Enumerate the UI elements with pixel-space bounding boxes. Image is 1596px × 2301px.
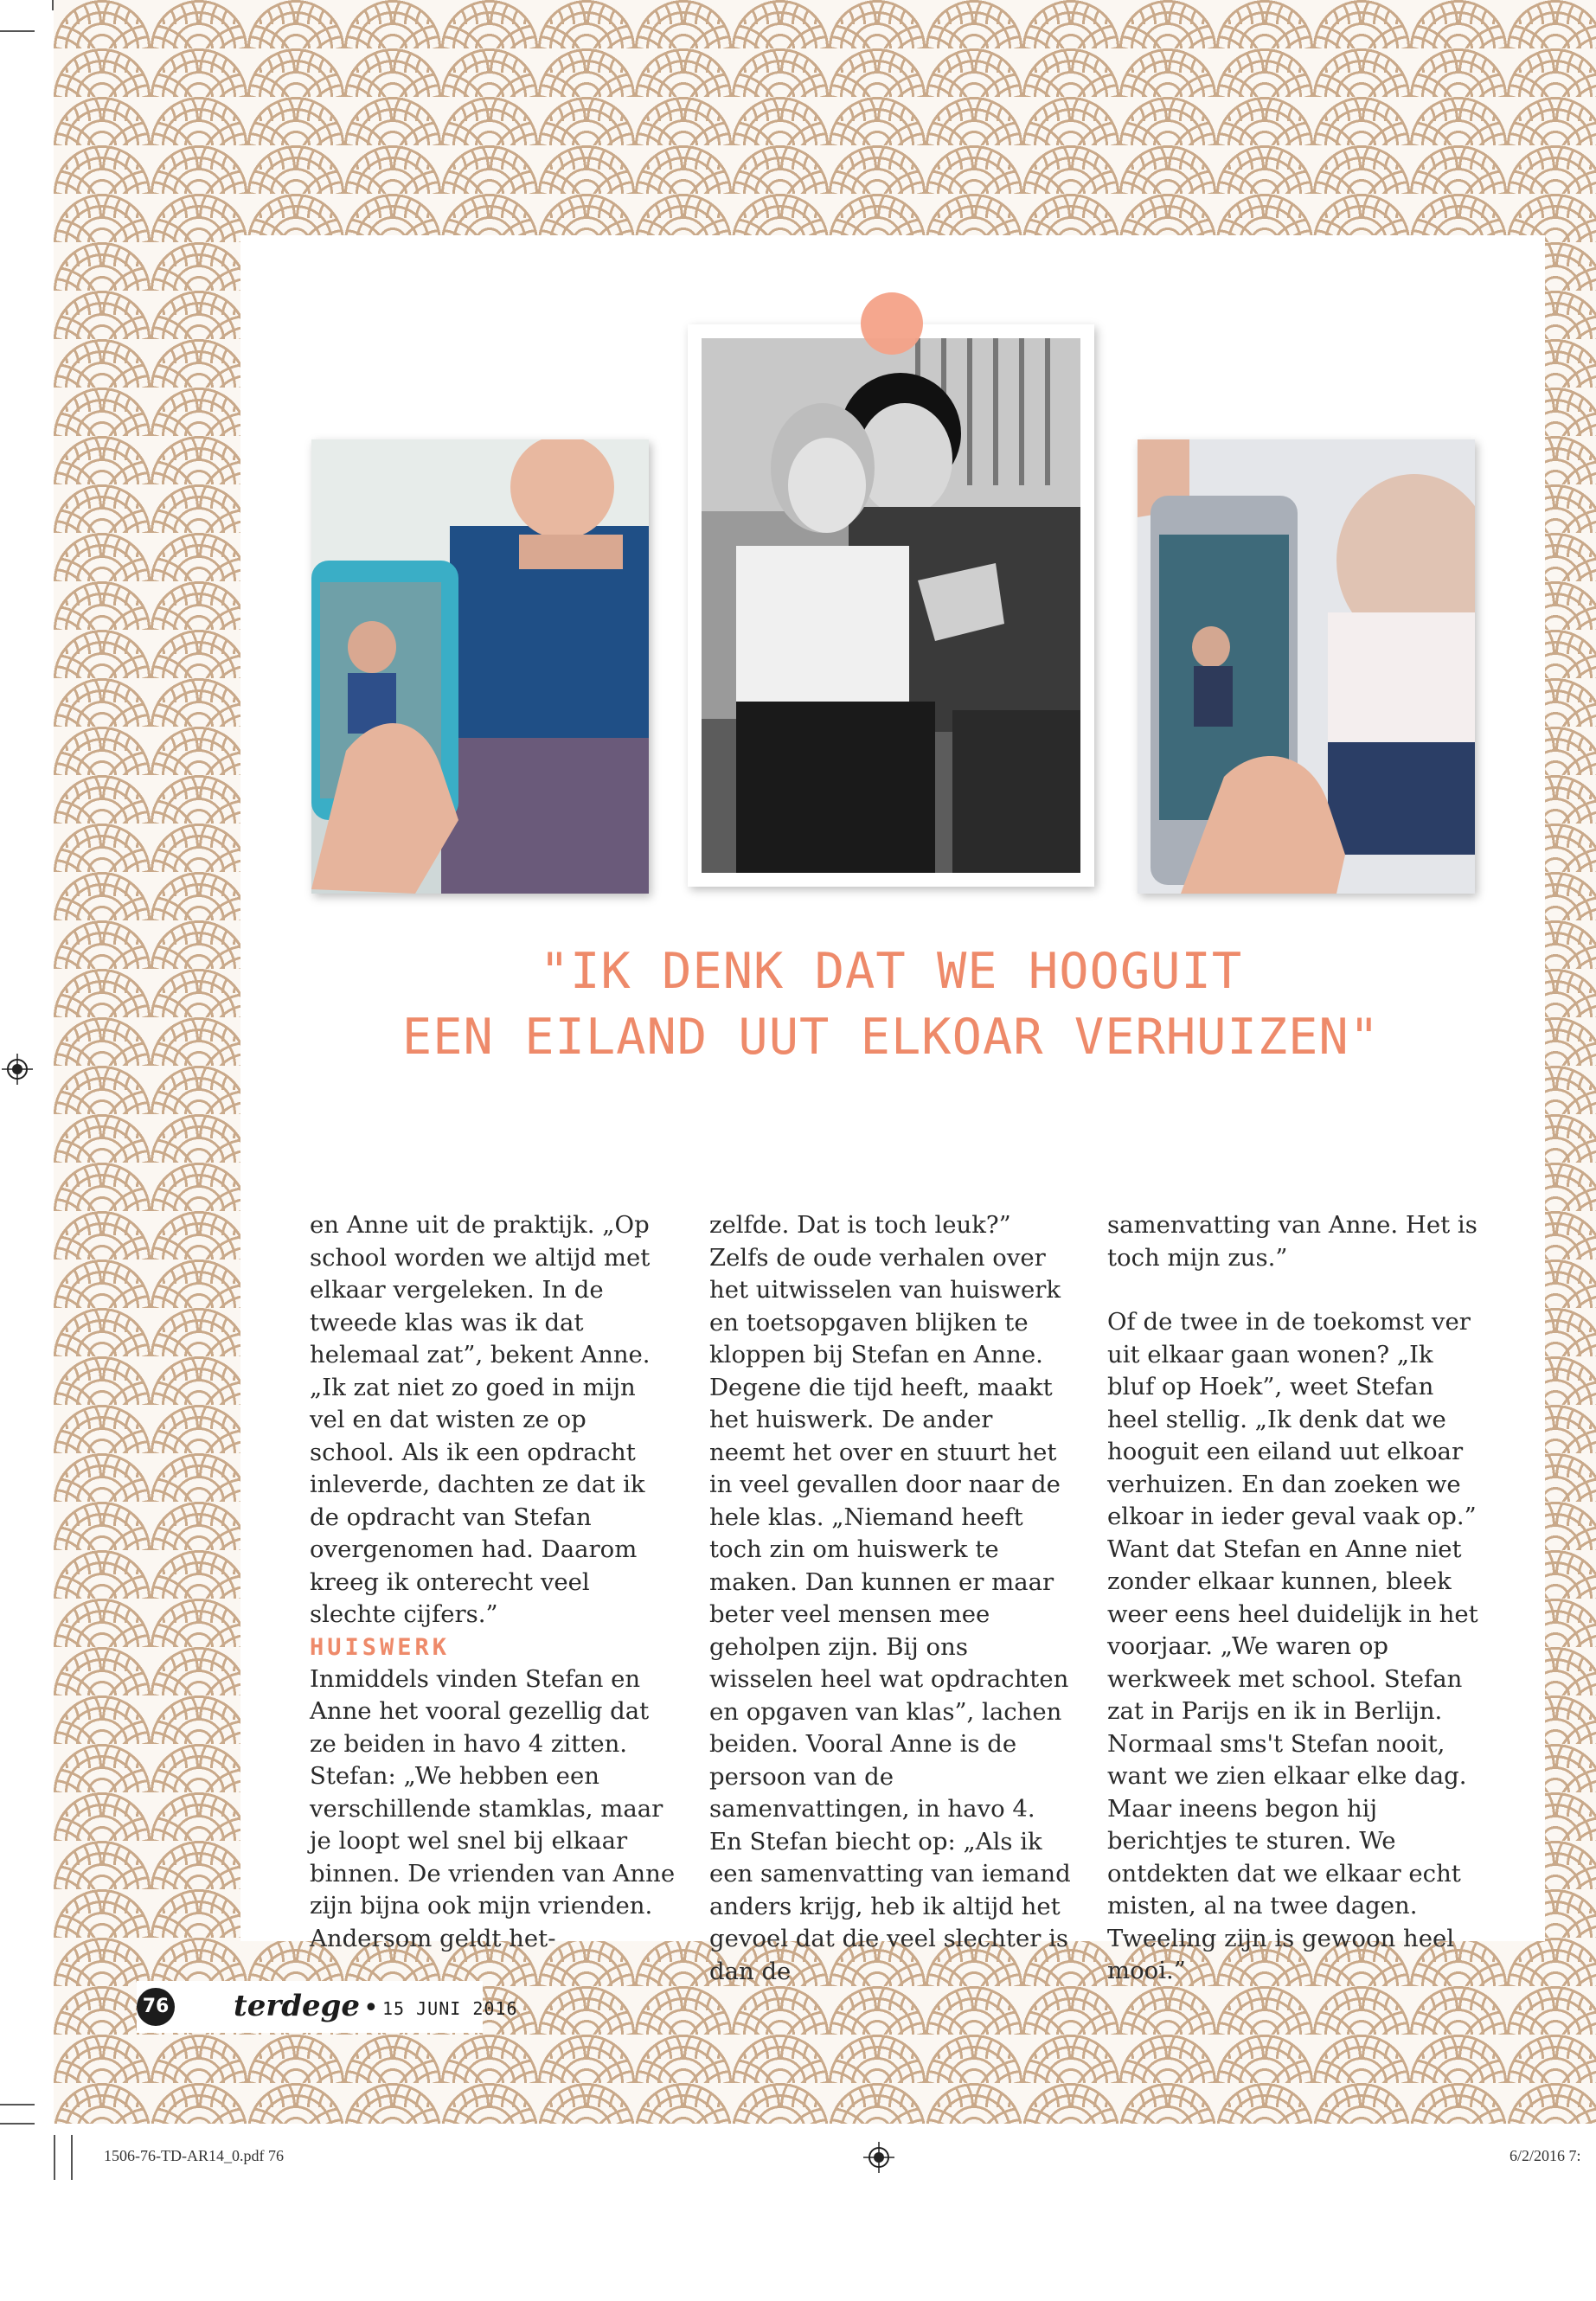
crop-mark [0, 2104, 35, 2106]
paragraph-gap [1107, 1274, 1479, 1306]
issue-date: 15 JUNI 2016 [382, 1998, 518, 2019]
magazine-logo: terdege [234, 1989, 361, 2023]
slug-filename: 1506-76-TD-AR14_0.pdf 76 [104, 2147, 284, 2164]
paragraph: zelfde. Dat is toch leuk?” [709, 1211, 1011, 1239]
photo-left [311, 439, 649, 894]
photo-face-covered-phone-icon [311, 439, 649, 894]
crop-mark [52, 0, 54, 10]
article-column-1 [310, 1209, 677, 1955]
footer-separator: • [363, 1993, 379, 2023]
registration-mark-icon [2, 1054, 33, 1085]
paragraph: samenvatting van Anne. Het is toch mijn zus.” [1107, 1211, 1477, 1272]
registration-mark-icon [863, 2142, 894, 2173]
paragraph: Inmiddels vinden Stefan en Anne het vooral gezellig dat ze beiden in havo 4 zitten. Stefan: „We hebben een verschillende stamklas, maar je loopt wel snel bij elkaar binnen. De vrienden van Anne zijn bijna ook mijn vrienden. Andersom geldt het- [310, 1664, 676, 1952]
page-number-badge: 76 [137, 1988, 175, 2026]
subheading-huiswerk: HUISWERK [310, 1633, 451, 1661]
paragraph: en Anne uit de praktijk. „Op school worden we altijd met elkaar vergeleken. In de tweede klas was ik dat helemaal zat”, bekent Anne. „Ik zat niet zo goed in mijn vel en dat wisten ze op school. Als ik een opdracht inleverde, dachten ze dat ik de opdracht van Stefan overgenomen had. Daarom kreeg ik onterecht veel slechte cijfers.” [310, 1211, 651, 1628]
photo-right [1138, 439, 1475, 894]
pull-quote [389, 939, 1393, 1070]
paragraph: Of de twee in de toekomst ver uit elkaar gaan wonen? „Ik bluf op Hoek”, weet Stefan heel stellig. „Ik denk dat we hooguit een eiland uut elkoar verhuizen. En dan zoeken we elkoar in ieder geval vaak op.” Want dat Stefan en Anne niet zonder elkaar kunnen, bleek weer eens heel duidelijk in het voorjaar. „We waren op werkweek met school. Stefan zat in Parijs en ik in Berlijn. Normaal sms't Stefan nooit, want we zien elkaar elke dag. Maar ineens begon hij berichtjes te sturen. We ontdekten dat we elkaar echt misten, al na twee dagen. Tweeling zijn is gewoon heel mooi.” [1107, 1308, 1478, 1984]
article-column-3 [1107, 1209, 1479, 1988]
pin-icon [861, 292, 923, 355]
slug-date: 6/2/2016 7: [1509, 2147, 1581, 2164]
crop-mark [71, 2135, 73, 2180]
crop-mark [54, 2135, 55, 2180]
article-column-2 [709, 1209, 1073, 1988]
pull-quote-line-2: EEN EILAND UUT ELKOAR VERHUIZEN" [401, 1009, 1381, 1066]
photo-couple-selfie-bw-icon [702, 338, 1080, 873]
crop-mark [0, 30, 35, 32]
pull-quote-line-1: "IK DENK DAT WE HOOGUIT [539, 943, 1243, 1000]
crop-mark [0, 2123, 35, 2125]
photo-center [688, 324, 1094, 887]
photo-girl-hiding-phone-icon [1138, 439, 1475, 894]
paragraph: Zelfs de oude verhalen over het uitwisselen van huiswerk en toetsopgaven blijken te kloppen bij Stefan en Anne. Degene die tijd heeft, maakt het huiswerk. De ander neemt het over en stuurt het in veel gevallen door naar de hele klas. „Niemand heeft toch zin om huiswerk te maken. Dan kunnen er maar beter veel mensen mee geholpen zijn. Bij ons wisselen heel wat opdrachten en opgaven van klas”, lachen beiden. Vooral Anne is de persoon van de samenvattingen, in havo 4. En Stefan biecht op: „Als ik een samenvatting van iemand anders krijg, heb ik altijd het gevoel dat die veel slechter is dan de [709, 1243, 1071, 1985]
